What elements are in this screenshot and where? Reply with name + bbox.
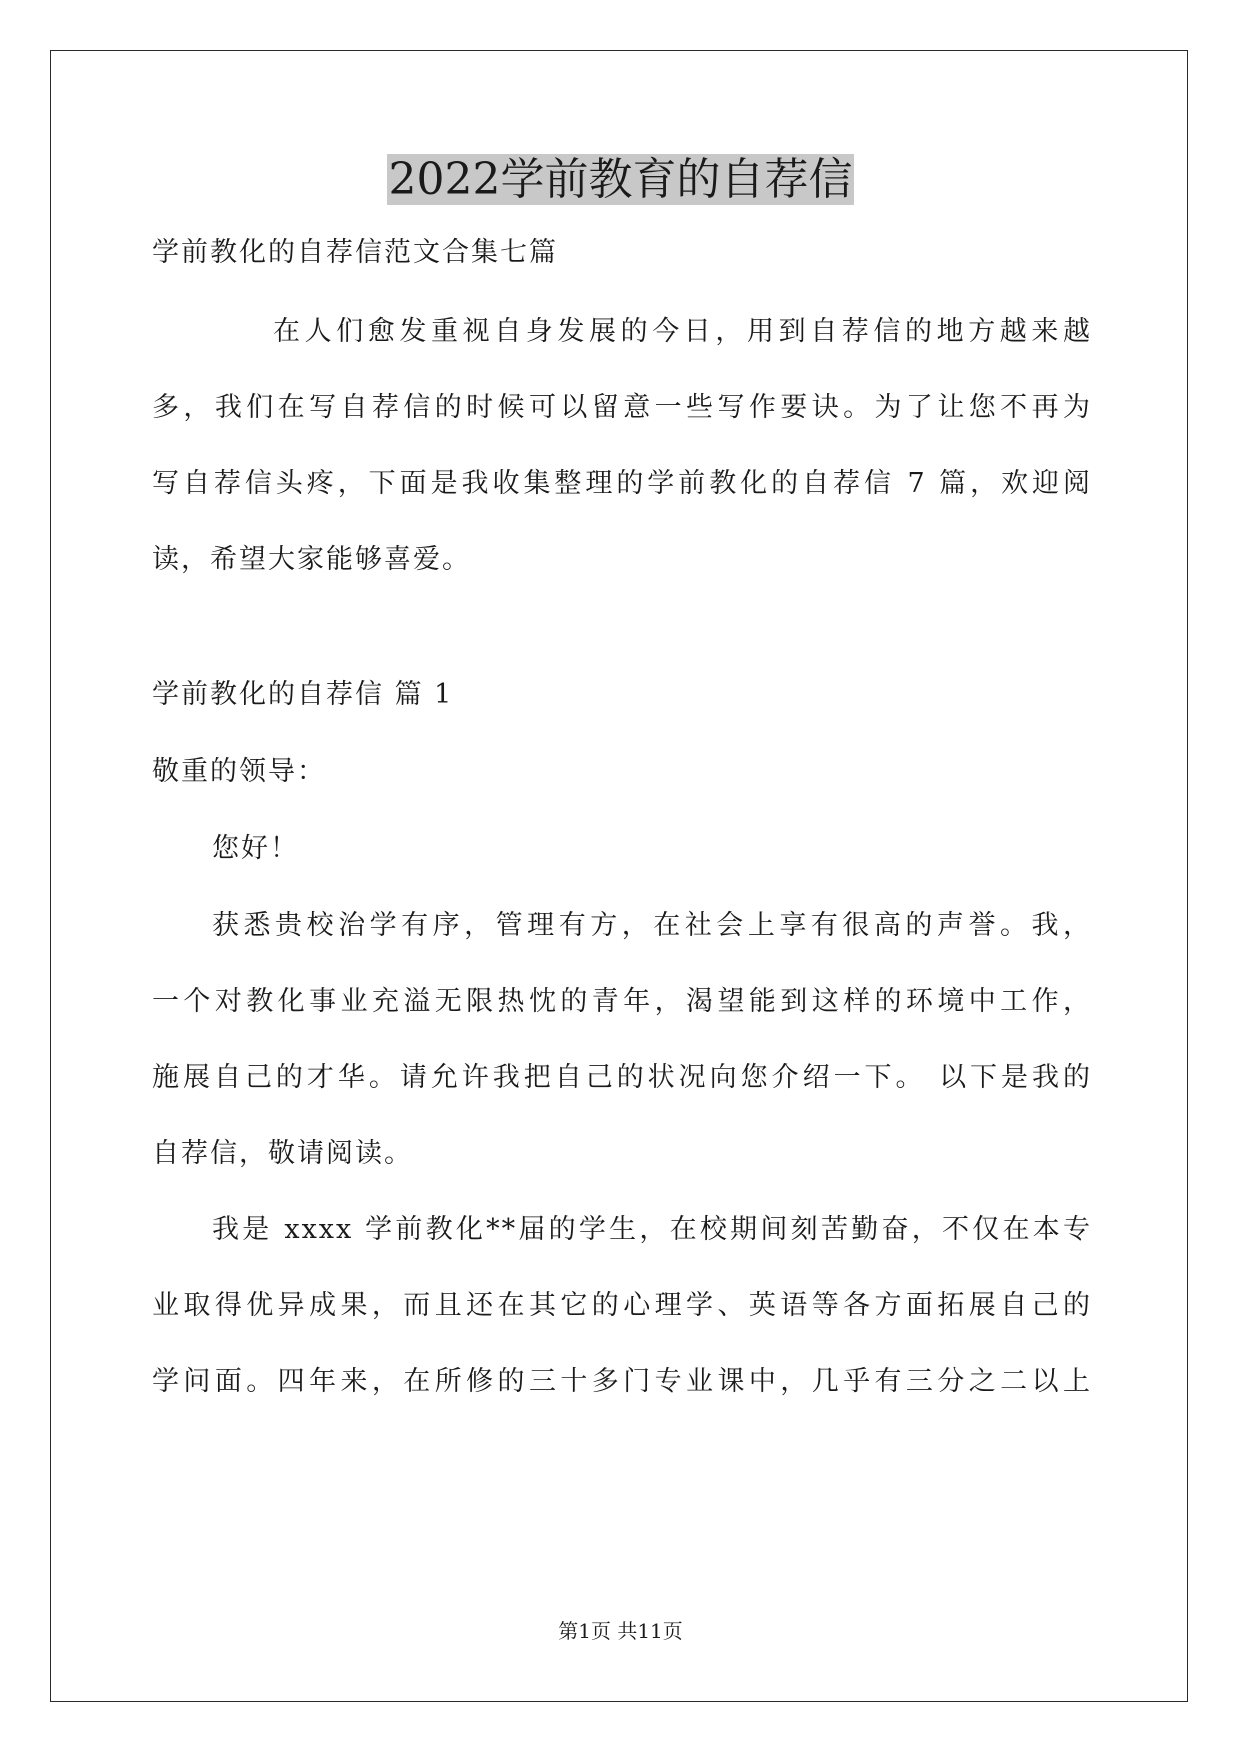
page-footer: 第1页 共11页 <box>558 1619 683 1643</box>
intro-heading: 学前教化的自荐信范文合集七篇 <box>152 237 558 268</box>
greeting: 您好！ <box>212 833 299 864</box>
paragraph-line: 业取得优异成果，而且还在其它的心理学、英语等各方面拓展自己的 <box>152 1290 1092 1321</box>
paragraph-line: 写自荐信头疼，下面是我收集整理的学前教化的自荐信 7 篇，欢迎阅 <box>152 468 1092 499</box>
paragraph-line: 多，我们在写自荐信的时候可以留意一些写作要诀。为了让您不再为 <box>152 392 1092 423</box>
paragraph-line: 获悉贵校治学有序，管理有方，在社会上享有很高的声誉。我， <box>212 910 1092 941</box>
paragraph-line: 自荐信，敬请阅读。 <box>152 1138 413 1169</box>
paragraph-line: 读，希望大家能够喜爱。 <box>152 544 471 575</box>
paragraph-line: 一个对教化事业充溢无限热忱的青年，渴望能到这样的环境中工作， <box>152 986 1092 1017</box>
document-title: 2022学前教育的自荐信 <box>388 154 853 205</box>
paragraph-line: 我是 xxxx 学前教化**届的学生，在校期间刻苦勤奋，不仅在本专 <box>212 1214 1092 1245</box>
section-heading: 学前教化的自荐信 篇 1 <box>152 679 454 710</box>
salutation: 敬重的领导： <box>152 756 326 787</box>
paragraph-line: 在人们愈发重视自身发展的今日，用到自荐信的地方越来越 <box>273 316 1092 347</box>
paragraph-line: 施展自己的才华。请允许我把自己的状况向您介绍一下。 以下是我的 <box>152 1062 1092 1093</box>
page-border <box>50 50 1188 1702</box>
paragraph-line: 学问面。四年来，在所修的三十多门专业课中，几乎有三分之二以上 <box>152 1366 1092 1397</box>
